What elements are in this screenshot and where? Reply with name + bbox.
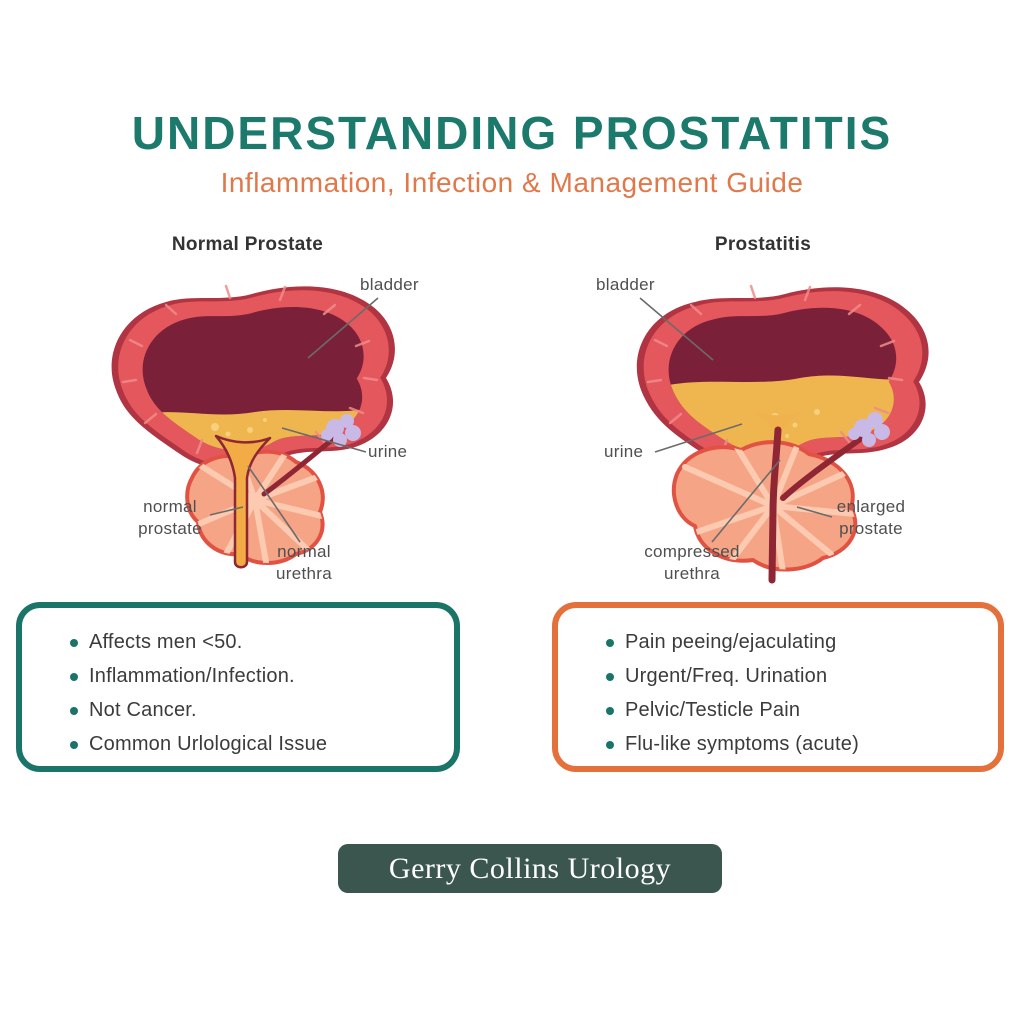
bladder-label: bladder xyxy=(596,275,655,294)
normal-urethra-label: normal urethra xyxy=(276,542,332,584)
list-item: Flu-like symptoms (acute) xyxy=(606,733,998,756)
symptoms-list xyxy=(558,608,998,756)
list-item: Pain peeing/ejaculating xyxy=(606,631,998,654)
page-subtitle: Inflammation, Infection & Management Guide xyxy=(220,167,804,198)
right-diagram-heading: Prostatitis xyxy=(714,234,812,255)
bladder-label: bladder xyxy=(360,275,419,294)
list-item: Inflammation/Infection. xyxy=(70,665,454,688)
urine-label: urine xyxy=(604,442,644,461)
facts-list xyxy=(22,608,454,756)
list-item: Not Cancer. xyxy=(70,699,454,722)
list-item: Urgent/Freq. Urination xyxy=(606,665,998,688)
list-item: Affects men <50. xyxy=(70,631,454,654)
urine-label: urine xyxy=(368,442,408,461)
left-diagram-heading: Normal Prostate xyxy=(171,234,324,255)
normal-prostate-facts-box xyxy=(16,602,460,772)
list-item: Pelvic/Testicle Pain xyxy=(606,699,998,722)
brand-badge: Gerry Collins Urology xyxy=(338,844,722,893)
prostatitis-symptoms-box xyxy=(552,602,1004,772)
page-title: UNDERSTANDING PROSTATITIS xyxy=(131,107,893,159)
prostatitis-illustration xyxy=(545,262,1015,592)
list-item: Common Urlological Issue xyxy=(70,733,454,756)
compressed-urethra-label: compressed urethra xyxy=(644,542,740,584)
enlarged-prostate-label: enlarged prostate xyxy=(836,497,906,539)
normal-prostate-label: normal prostate xyxy=(138,497,202,539)
